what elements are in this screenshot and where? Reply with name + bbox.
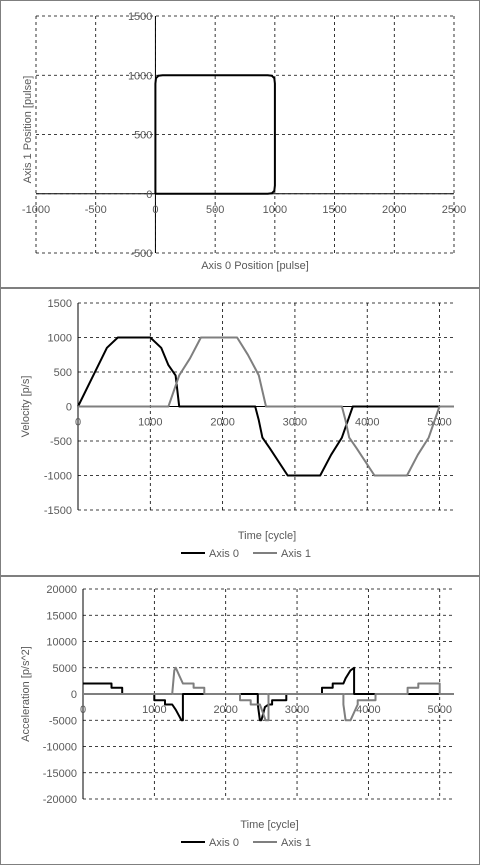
x-tick-label: 4000 [354,416,380,429]
acceleration-chart-panel [0,576,480,865]
acceleration-chart [1,577,481,866]
xy-position-chart-panel [0,0,480,288]
y-tick-label: 1000 [47,332,72,345]
y-tick-label: -1500 [43,505,72,517]
x-tick-label: 2000 [382,203,407,216]
series-line-0 [155,75,275,194]
legend-label: Axis 0 [209,548,239,560]
x-tick-label: 4000 [356,704,381,716]
y-tick-label: -10000 [42,741,77,754]
x-tick-label: -500 [84,203,107,216]
y-tick-label: 1500 [127,11,153,23]
x-tick-label: 1000 [138,416,163,429]
y-tick-label: -20000 [42,794,77,806]
y-tick-label: 500 [53,367,72,379]
y-tick-label: 5000 [52,662,77,675]
velocity-chart-panel [0,288,480,576]
y-tick-label: 0 [70,689,77,701]
x-tick-label: 0 [74,416,82,429]
velocity-chart [1,289,481,577]
xy-position-chart [1,1,481,289]
series-line-axis-1 [83,668,454,721]
y-tick-label: 0 [65,401,72,414]
y-tick-label: 0 [146,188,153,201]
y-tick-label: 1500 [47,298,72,310]
x-tick-label: 0 [152,203,159,216]
y-tick-label: 20000 [46,584,77,596]
x-tick-label: 2500 [441,203,467,216]
y-tick-label: 10000 [46,636,77,649]
x-tick-label: 3000 [282,416,308,429]
x-tick-label: 500 [205,203,225,216]
y-axis-title: Axis 1 Position [pulse] [22,75,34,184]
legend-label: Axis 1 [281,548,311,560]
y-tick-label: 15000 [46,610,77,623]
y-tick-label: 1000 [127,70,153,83]
y-tick-label: -500 [130,248,153,260]
x-tick-label: 1500 [322,203,347,216]
x-axis-title: Time [cycle] [237,530,297,542]
x-tick-label: 1000 [262,203,288,216]
legend-label: Axis 0 [209,837,239,849]
y-axis-title: Velocity [p/s] [20,375,32,438]
x-axis-title: Time [cycle] [240,819,299,831]
y-tick-label: -15000 [42,767,77,780]
legend-label: Axis 1 [281,837,311,849]
x-tick-label: -1000 [21,203,51,216]
x-tick-label: 1000 [142,704,167,716]
x-tick-label: 3000 [284,704,310,716]
x-tick-label: 5000 [427,704,452,716]
x-tick-label: 2000 [210,416,235,429]
x-axis-title: Axis 0 Position [pulse] [201,260,309,272]
y-tick-label: 500 [134,129,153,142]
y-axis-title: Acceleration [p/s^2] [20,646,32,742]
y-tick-label: -1000 [43,470,72,483]
y-tick-label: -500 [49,436,72,448]
y-tick-label: -5000 [48,715,77,728]
x-tick-label: 5000 [427,416,452,429]
x-tick-label: 0 [79,704,87,716]
x-tick-label: 2000 [213,704,238,716]
